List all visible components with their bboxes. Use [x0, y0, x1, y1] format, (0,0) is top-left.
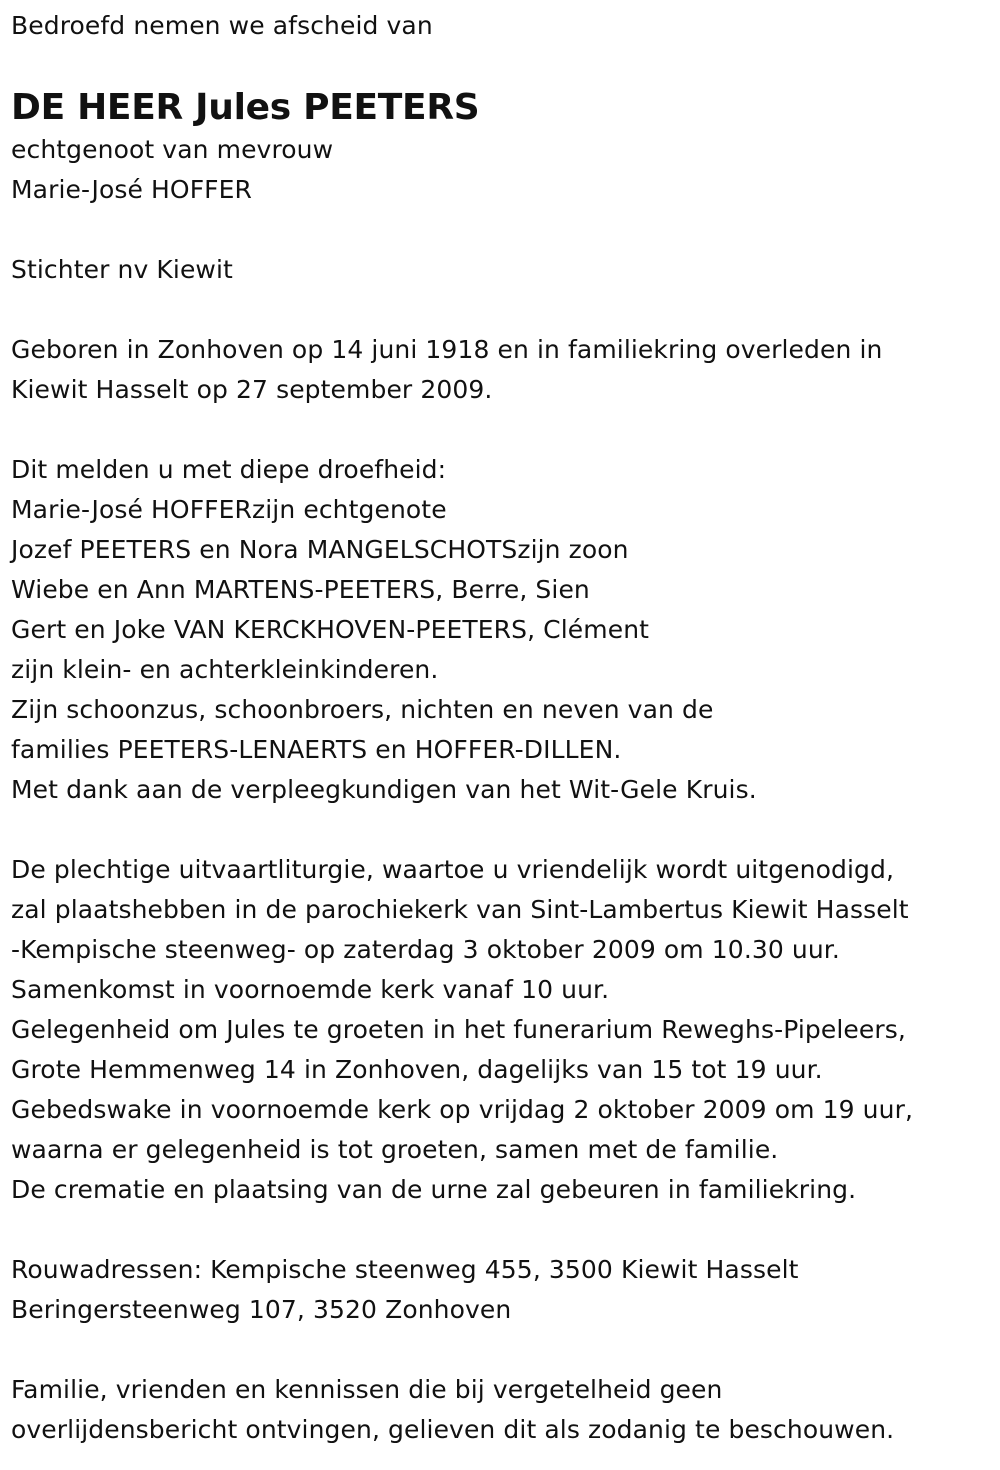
- funeral-line: Samenkomst in voornoemde kerk vanaf 10 uur.: [11, 975, 610, 1004]
- family-line: Dit melden u met diepe droefheid:: [11, 455, 447, 484]
- closing-block: [11, 1370, 986, 1450]
- spouse-line: Marie-José HOFFER: [11, 175, 253, 204]
- funeral-line: -Kempische steenweg- op zaterdag 3 oktober 2009 om 10.30 uur.: [11, 935, 840, 964]
- spacer: [11, 210, 986, 250]
- family-block: [11, 450, 986, 810]
- intro-text: Bedroefd nemen we afscheid van: [11, 11, 433, 40]
- deceased-name: DE HEER Jules PEETERS: [11, 87, 480, 128]
- family-line: zijn klein- en achterkleinkinderen.: [11, 655, 439, 684]
- family-line: families PEETERS-LENAERTS en HOFFER-DILLEN.: [11, 735, 622, 764]
- funeral-line: De crematie en plaatsing van de urne zal gebeuren in familiekring.: [11, 1175, 857, 1204]
- family-line: Gert en Joke VAN KERCKHOVEN-PEETERS, Clément: [11, 615, 650, 644]
- founder-line: Stichter nv Kiewit: [11, 255, 233, 284]
- spouse-block: [11, 130, 986, 210]
- birth-death-line: Kiewit Hasselt op 27 september 2009.: [11, 375, 493, 404]
- spacer: [11, 1330, 986, 1370]
- funeral-line: Grote Hemmenweg 14 in Zonhoven, dagelijks van 15 tot 19 uur.: [11, 1055, 823, 1084]
- family-line: Met dank aan de verpleegkundigen van het Wit-Gele Kruis.: [11, 775, 757, 804]
- funeral-block: [11, 850, 986, 1210]
- funeral-line: Gelegenheid om Jules te groeten in het funerarium Reweghs-Pipeleers,: [11, 1015, 906, 1044]
- spouse-line: echtgenoot van mevrouw: [11, 135, 334, 164]
- addresses-block: [11, 1250, 986, 1330]
- spacer: [11, 810, 986, 850]
- address-line: Rouwadressen: Kempische steenweg 455, 3500 Kiewit Hasselt: [11, 1255, 799, 1284]
- birth-death-block: [11, 330, 986, 410]
- spacer: [11, 290, 986, 330]
- closing-line: overlijdensbericht ontvingen, gelieven dit als zodanig te beschouwen.: [11, 1415, 895, 1444]
- funeral-line: De plechtige uitvaartliturgie, waartoe u vriendelijk wordt uitgenodigd,: [11, 855, 895, 884]
- family-line: Zijn schoonzus, schoonbroers, nichten en neven van de: [11, 695, 714, 724]
- spacer: [11, 410, 986, 450]
- closing-line: Familie, vrienden en kennissen die bij vergetelheid geen: [11, 1375, 723, 1404]
- family-line: Wiebe en Ann MARTENS-PEETERS, Berre, Sien: [11, 575, 590, 604]
- funeral-line: waarna er gelegenheid is tot groeten, samen met de familie.: [11, 1135, 779, 1164]
- spacer: [11, 1210, 986, 1250]
- family-line: Jozef PEETERS en Nora MANGELSCHOTSzijn zoon: [11, 535, 629, 564]
- death-notice: [11, 0, 986, 1450]
- funeral-line: zal plaatshebben in de parochiekerk van Sint-Lambertus Kiewit Hasselt: [11, 895, 909, 924]
- address-line: Beringersteenweg 107, 3520 Zonhoven: [11, 1295, 512, 1324]
- family-line: Marie-José HOFFERzijn echtgenote: [11, 495, 447, 524]
- funeral-line: Gebedswake in voornoemde kerk op vrijdag 2 oktober 2009 om 19 uur,: [11, 1095, 913, 1124]
- birth-death-line: Geboren in Zonhoven op 14 juni 1918 en in familiekring overleden in: [11, 335, 883, 364]
